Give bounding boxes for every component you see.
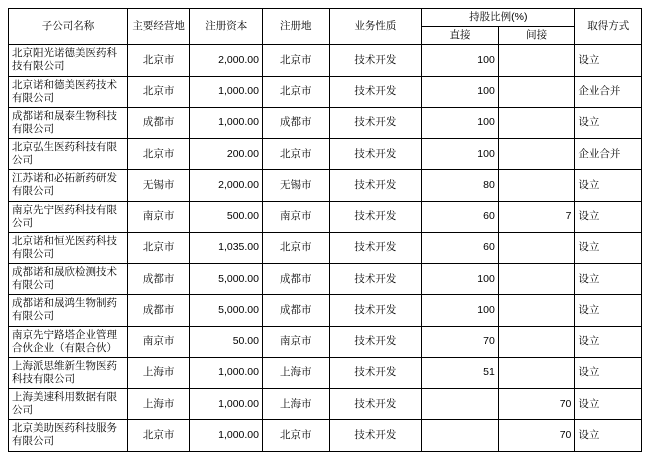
header-registered-place: 注册地 [262, 9, 329, 45]
cell-acquire-method: 设立 [575, 170, 642, 201]
header-main-place: 主要经营地 [127, 9, 189, 45]
subsidiary-table [8, 8, 642, 452]
cell-registered-place: 成都市 [262, 264, 329, 295]
cell-registered-capital: 2,000.00 [190, 170, 263, 201]
cell-company-name: 成都诺和晟欣检测技术有限公司 [9, 264, 128, 295]
cell-company-name: 上海派思维新生物医药科技有限公司 [9, 357, 128, 388]
cell-business-nature: 技术开发 [329, 326, 422, 357]
cell-registered-capital: 500.00 [190, 201, 263, 232]
cell-direct-ratio: 80 [422, 170, 499, 201]
cell-registered-capital: 1,000.00 [190, 420, 263, 451]
cell-indirect-ratio [498, 264, 575, 295]
cell-registered-capital: 1,035.00 [190, 232, 263, 263]
table-body [9, 45, 642, 451]
header-acquire-method: 取得方式 [575, 9, 642, 45]
table-header [9, 9, 642, 45]
cell-registered-place: 南京市 [262, 201, 329, 232]
cell-registered-place: 成都市 [262, 295, 329, 326]
header-business-nature: 业务性质 [329, 9, 422, 45]
cell-registered-place: 北京市 [262, 45, 329, 76]
table-row [9, 264, 642, 295]
cell-acquire-method: 设立 [575, 389, 642, 420]
cell-main-place: 成都市 [127, 295, 189, 326]
cell-main-place: 成都市 [127, 107, 189, 138]
table-row [9, 357, 642, 388]
cell-main-place: 北京市 [127, 420, 189, 451]
cell-direct-ratio: 100 [422, 107, 499, 138]
cell-indirect-ratio [498, 295, 575, 326]
table-row [9, 107, 642, 138]
table-row [9, 232, 642, 263]
cell-company-name: 北京弘生医药科技有限公司 [9, 139, 128, 170]
cell-registered-place: 北京市 [262, 76, 329, 107]
table-row [9, 76, 642, 107]
header-registered-capital: 注册资本 [190, 9, 263, 45]
cell-business-nature: 技术开发 [329, 264, 422, 295]
cell-registered-place: 南京市 [262, 326, 329, 357]
cell-registered-place: 北京市 [262, 420, 329, 451]
cell-main-place: 上海市 [127, 357, 189, 388]
table-row [9, 389, 642, 420]
cell-direct-ratio: 100 [422, 45, 499, 76]
cell-main-place: 南京市 [127, 326, 189, 357]
cell-company-name: 上海美速科用数据有限公司 [9, 389, 128, 420]
cell-direct-ratio: 100 [422, 76, 499, 107]
cell-company-name: 北京美助医药科技服务有限公司 [9, 420, 128, 451]
cell-indirect-ratio: 70 [498, 420, 575, 451]
cell-company-name: 北京诺和德美医药技术有限公司 [9, 76, 128, 107]
cell-business-nature: 技术开发 [329, 232, 422, 263]
cell-business-nature: 技术开发 [329, 295, 422, 326]
cell-direct-ratio: 60 [422, 201, 499, 232]
cell-main-place: 北京市 [127, 45, 189, 76]
table-row [9, 295, 642, 326]
cell-business-nature: 技术开发 [329, 357, 422, 388]
cell-acquire-method: 设立 [575, 420, 642, 451]
table-row [9, 139, 642, 170]
cell-indirect-ratio [498, 170, 575, 201]
cell-registered-capital: 5,000.00 [190, 295, 263, 326]
cell-indirect-ratio [498, 45, 575, 76]
table-row [9, 326, 642, 357]
cell-main-place: 无锡市 [127, 170, 189, 201]
cell-company-name: 江苏诺和必拓新药研发有限公司 [9, 170, 128, 201]
table-row [9, 45, 642, 76]
table-row [9, 201, 642, 232]
cell-company-name: 北京阳光诺德美医药科技有限公司 [9, 45, 128, 76]
cell-registered-capital: 1,000.00 [190, 76, 263, 107]
cell-main-place: 北京市 [127, 232, 189, 263]
cell-registered-capital: 5,000.00 [190, 264, 263, 295]
cell-indirect-ratio [498, 232, 575, 263]
cell-registered-place: 上海市 [262, 357, 329, 388]
cell-registered-capital: 1,000.00 [190, 357, 263, 388]
cell-acquire-method: 企业合并 [575, 139, 642, 170]
cell-acquire-method: 设立 [575, 232, 642, 263]
cell-main-place: 成都市 [127, 264, 189, 295]
header-holding-ratio: 持股比例(%) [422, 9, 575, 27]
cell-acquire-method: 设立 [575, 201, 642, 232]
cell-business-nature: 技术开发 [329, 420, 422, 451]
cell-company-name: 南京先宁路塔企业管理合伙企业（有限合伙） [9, 326, 128, 357]
cell-direct-ratio: 60 [422, 232, 499, 263]
cell-business-nature: 技术开发 [329, 389, 422, 420]
cell-indirect-ratio [498, 357, 575, 388]
cell-main-place: 北京市 [127, 139, 189, 170]
cell-business-nature: 技术开发 [329, 76, 422, 107]
cell-acquire-method: 设立 [575, 264, 642, 295]
cell-company-name: 成都诺和晟鸿生物制药有限公司 [9, 295, 128, 326]
cell-registered-place: 上海市 [262, 389, 329, 420]
cell-direct-ratio: 100 [422, 139, 499, 170]
cell-direct-ratio: 70 [422, 326, 499, 357]
cell-registered-place: 北京市 [262, 139, 329, 170]
cell-direct-ratio: 51 [422, 357, 499, 388]
cell-company-name: 南京先宁医药科技有限公司 [9, 201, 128, 232]
cell-indirect-ratio [498, 107, 575, 138]
cell-registered-capital: 1,000.00 [190, 389, 263, 420]
cell-acquire-method: 设立 [575, 326, 642, 357]
cell-acquire-method: 设立 [575, 45, 642, 76]
cell-registered-place: 北京市 [262, 232, 329, 263]
cell-business-nature: 技术开发 [329, 201, 422, 232]
cell-main-place: 北京市 [127, 76, 189, 107]
cell-business-nature: 技术开发 [329, 45, 422, 76]
cell-acquire-method: 设立 [575, 357, 642, 388]
cell-registered-capital: 200.00 [190, 139, 263, 170]
cell-registered-capital: 2,000.00 [190, 45, 263, 76]
cell-business-nature: 技术开发 [329, 139, 422, 170]
cell-registered-place: 无锡市 [262, 170, 329, 201]
header-company-name: 子公司名称 [9, 9, 128, 45]
cell-main-place: 上海市 [127, 389, 189, 420]
cell-registered-place: 成都市 [262, 107, 329, 138]
header-direct: 直接 [422, 27, 499, 45]
cell-acquire-method: 设立 [575, 295, 642, 326]
cell-main-place: 南京市 [127, 201, 189, 232]
cell-acquire-method: 设立 [575, 107, 642, 138]
cell-indirect-ratio: 7 [498, 201, 575, 232]
cell-direct-ratio: 100 [422, 264, 499, 295]
table-row [9, 420, 642, 451]
cell-direct-ratio [422, 420, 499, 451]
cell-direct-ratio: 100 [422, 295, 499, 326]
cell-registered-capital: 50.00 [190, 326, 263, 357]
cell-business-nature: 技术开发 [329, 170, 422, 201]
cell-company-name: 成都诺和晟泰生物科技有限公司 [9, 107, 128, 138]
header-row-primary [9, 9, 642, 27]
cell-direct-ratio [422, 389, 499, 420]
cell-indirect-ratio [498, 76, 575, 107]
cell-registered-capital: 1,000.00 [190, 107, 263, 138]
cell-indirect-ratio [498, 139, 575, 170]
cell-company-name: 北京诺和恒光医药科技有限公司 [9, 232, 128, 263]
table-row [9, 170, 642, 201]
cell-indirect-ratio: 70 [498, 389, 575, 420]
cell-indirect-ratio [498, 326, 575, 357]
header-indirect: 间接 [498, 27, 575, 45]
cell-acquire-method: 企业合并 [575, 76, 642, 107]
cell-business-nature: 技术开发 [329, 107, 422, 138]
